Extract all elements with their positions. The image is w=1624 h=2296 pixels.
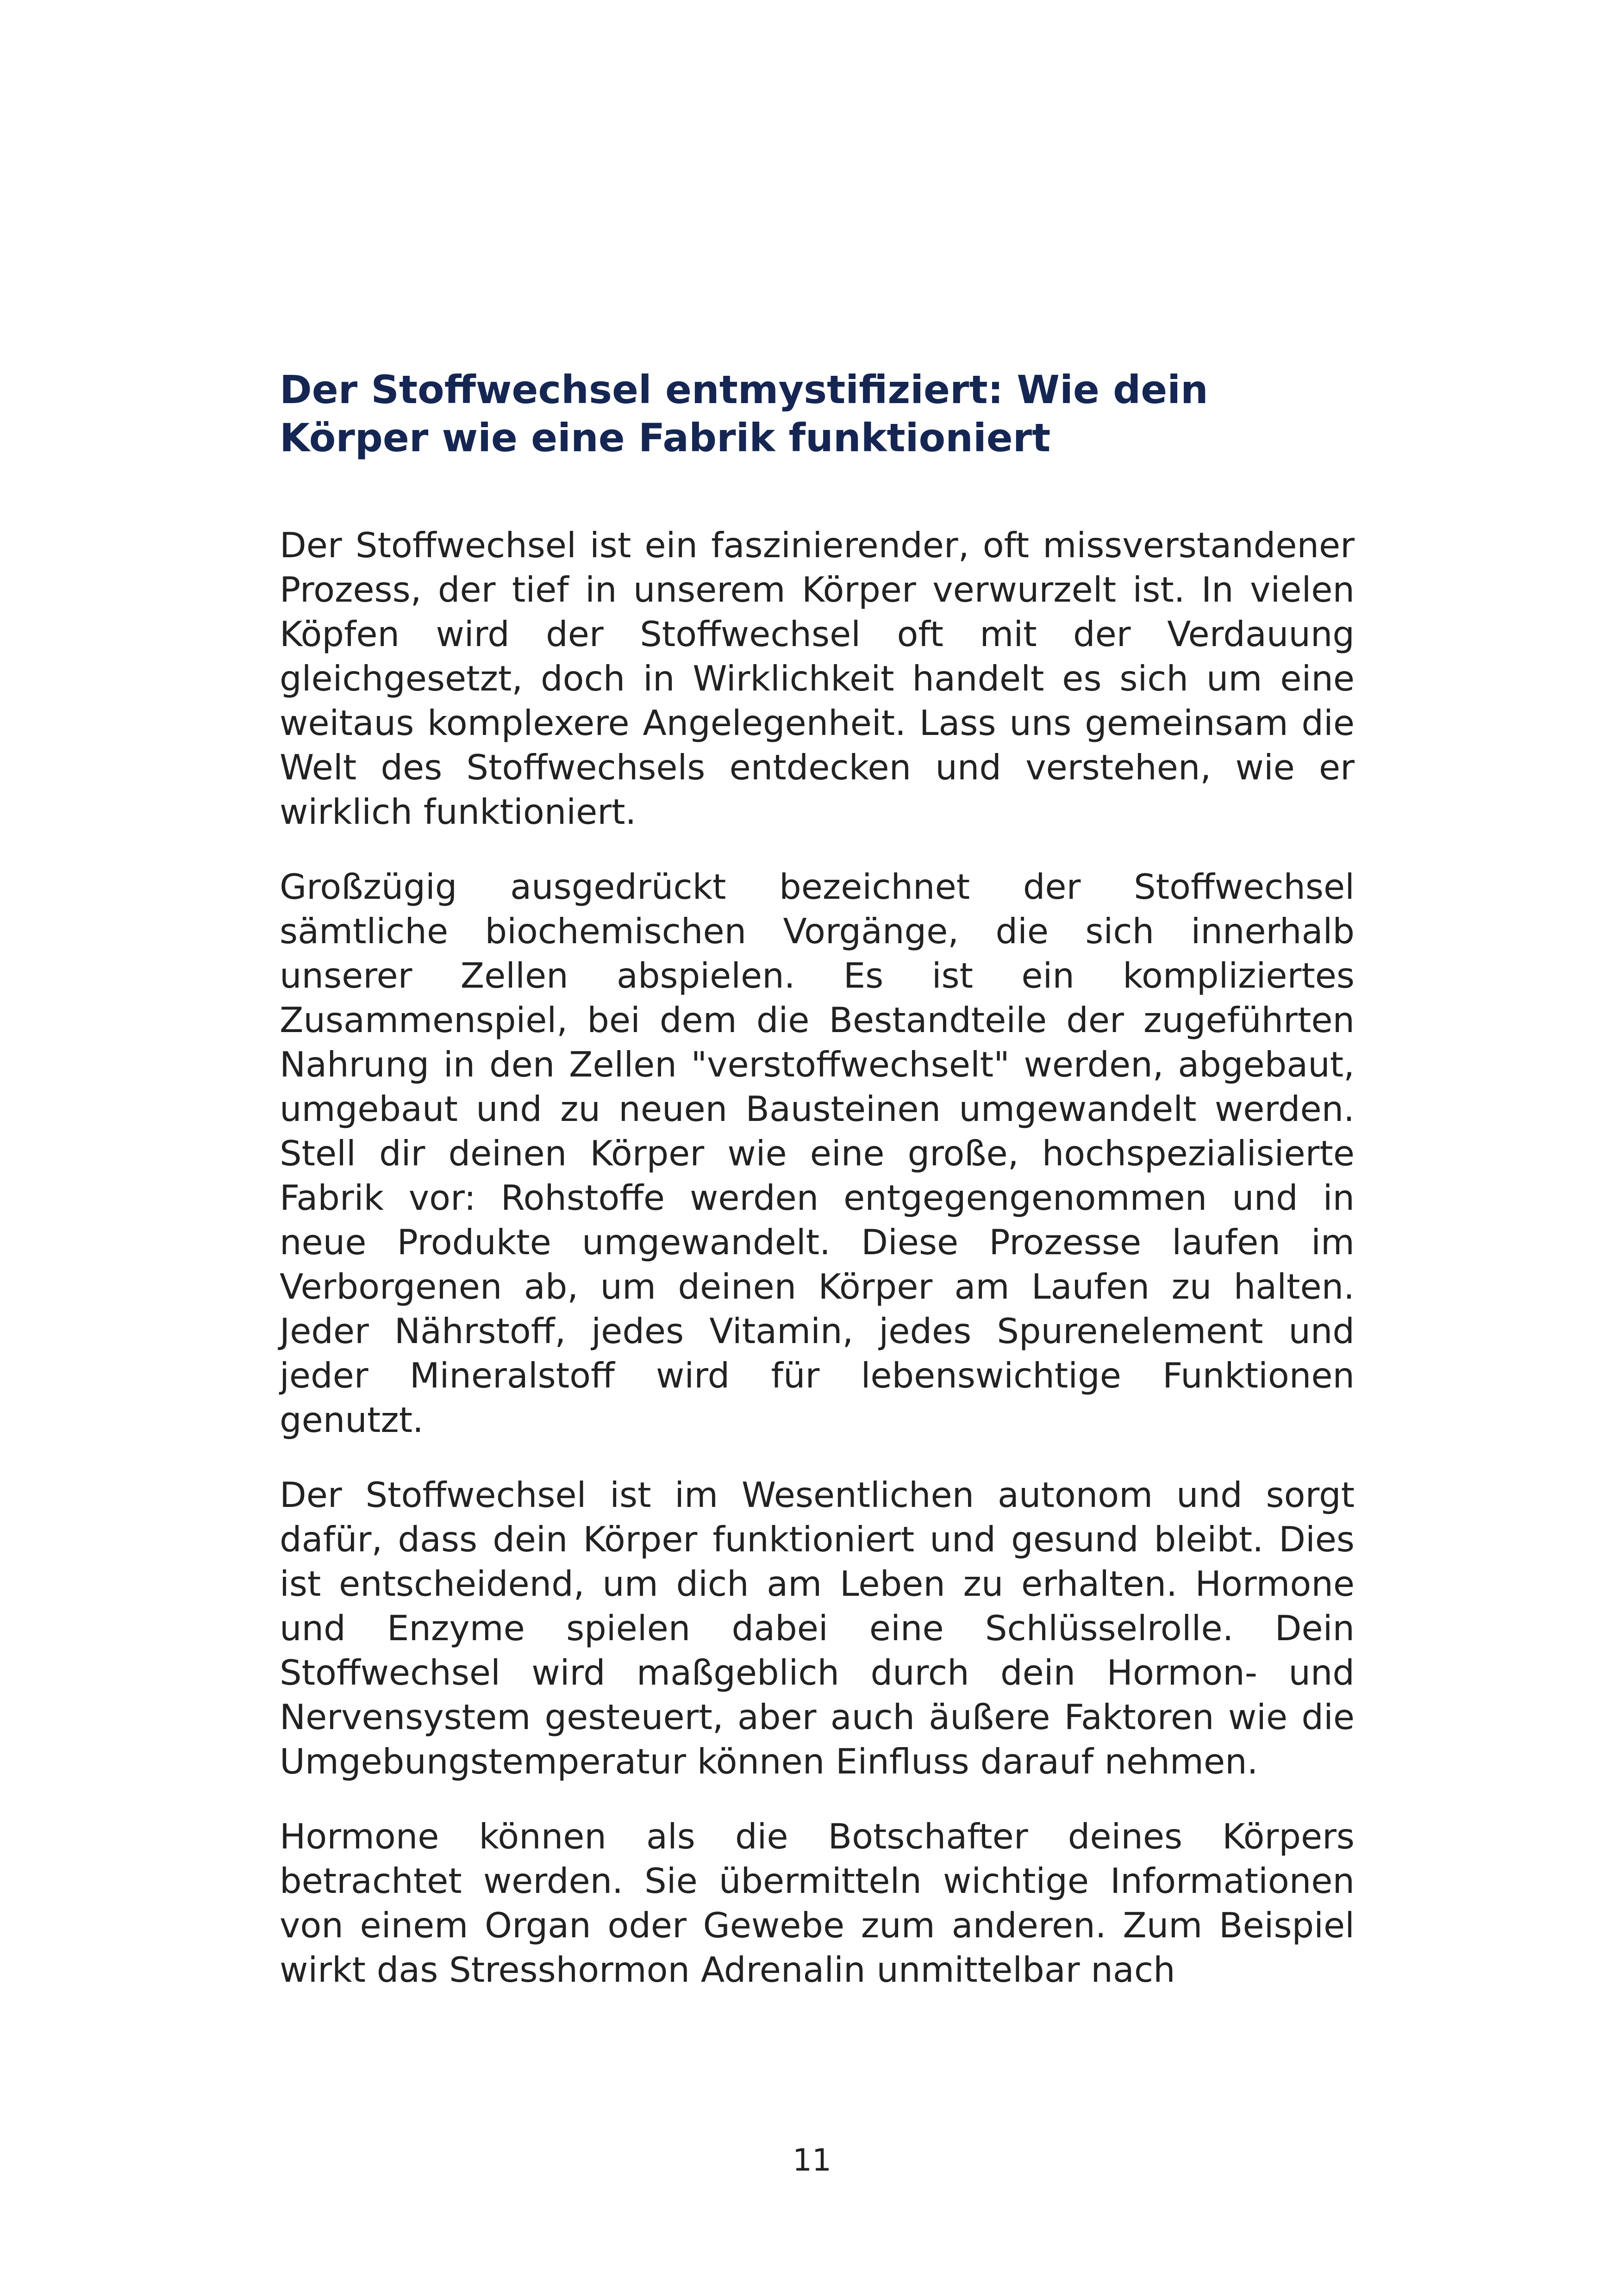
body-text: [280, 523, 1355, 1992]
paragraph-1: Der Stoffwechsel ist ein faszinierender, oft missverstandener Prozess, der tief in unserem Körper verwurzelt ist. In vielen Köpfen wird der Stoffwechsel oft mit der Verdauung gleichgesetzt, doch in Wirklichkeit handelt es sich um eine weitaus komplexere Angelegenheit. Lass uns gemeinsam die Welt des Stoffwechsels entdecken und verstehen, wie er wirklich funktioniert.: [280, 525, 1355, 832]
page-content: [280, 366, 1355, 1992]
page-number: 11: [793, 2142, 831, 2178]
paragraph-4: Hormone können als die Botschafter deines Körpers betrachtet werden. Sie übermitteln wichtige Informationen von einem Organ oder Gewebe zum anderen. Zum Beispiel wirkt das Stresshormon Adrenalin unmittelbar nach: [280, 1816, 1355, 1990]
paragraph-2: Großzügig ausgedrückt bezeichnet der Stoffwechsel sämtliche biochemischen Vorgänge, die sich innerhalb unserer Zellen abspielen. Es ist ein kompliziertes Zusammenspiel, bei dem die Bestandteile der zugeführten Nahrung in den Zellen "verstoffwechselt" werden, abgebaut, umgebaut und zu neuen Bausteinen umgewandelt werden. Stell dir deinen Körper wie eine große, hochspezialisierte Fabrik vor: Rohstoffe werden entgegengenommen und in neue Produkte umgewandelt. Diese Prozesse laufen im Verborgenen ab, um deinen Körper am Laufen zu halten. Jeder Nährstoff, jedes Vitamin, jedes Spurenelement und jeder Mineralstoff wird für lebenswichtige Funktionen genutzt.: [280, 866, 1355, 1440]
chapter-title: Der Stoffwechsel entmystifiziert: Wie dein Körper wie eine Fabrik funktioniert: [280, 367, 1208, 460]
paragraph-3: Der Stoffwechsel ist im Wesentlichen autonom und sorgt dafür, dass dein Körper funktioniert und gesund bleibt. Dies ist entscheidend, um dich am Leben zu erhalten. Hormone und Enzyme spielen dabei eine Schlüsselrolle. Dein Stoffwechsel wird maßgeblich durch dein Hormon- und Nervensystem gesteuert, aber auch äußere Faktoren wie die Umgebungstemperatur können Einfluss darauf nehmen.: [280, 1475, 1355, 1782]
